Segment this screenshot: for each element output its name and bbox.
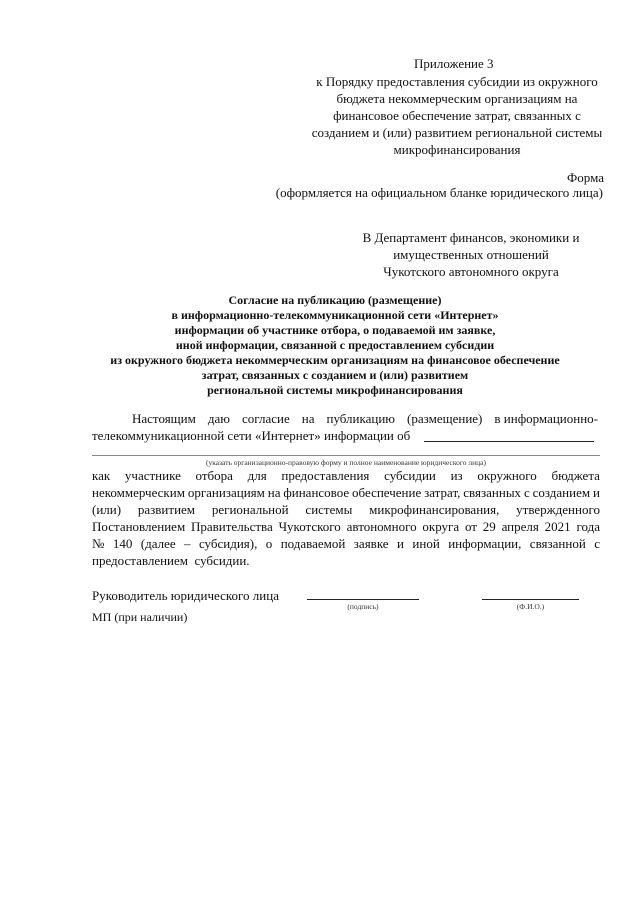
signature-blank[interactable] (307, 599, 419, 600)
org-name-blank[interactable] (424, 441, 594, 442)
body-line: предоставлением субсидии. (92, 553, 250, 568)
name-hint: (Ф.И.О.) (516, 602, 545, 611)
body-line: телекоммуникационной сети «Интернет» информации об (92, 428, 411, 443)
heading-line: иной информации, связанной с предоставлением субсидии (175, 338, 495, 352)
heading-line: затрат, связанных с созданием и (или) развитием (201, 368, 469, 382)
heading-line: региональной системы микрофинансирования (207, 383, 463, 397)
appendix-line: микрофинансирования (393, 142, 521, 157)
heading-line: из окружного бюджета некоммерческим организациям на финансовое обеспечение (110, 353, 560, 367)
head-label: Руководитель юридического лица (92, 588, 279, 603)
addressee-line: В Департамент финансов, экономики и (362, 230, 580, 245)
appendix-title: Приложение 3 (414, 56, 494, 71)
appendix-line: бюджета некоммерческим организациям на (336, 91, 578, 106)
heading-line: в информационно-телекоммуникационной сети «Интернет» (171, 308, 499, 322)
heading-line: информации об участнике отбора, о подаваемой им заявке, (174, 323, 496, 337)
form-note: (оформляется на официальном бланке юридического лица) (275, 185, 603, 200)
org-name-blank-line[interactable] (92, 455, 600, 456)
heading-line: Согласие на публикацию (размещение) (228, 293, 442, 307)
addressee-line: имущественных отношений (393, 247, 549, 262)
body-line: № 140 (далее – субсидия), о подаваемой заявке и иной информации, связанной с (92, 536, 600, 551)
body-line: Настоящим даю согласие на публикацию (размещение) в информационно- (132, 411, 598, 426)
addressee-line: Чукотского автономного округа (383, 264, 559, 279)
body-line: (или) развитием региональной системы микрофинансирования, утвержденного (92, 502, 600, 517)
name-blank[interactable] (482, 599, 579, 600)
form-label: Форма (567, 170, 604, 185)
appendix-line: созданием и (или) развитием региональной системы (311, 125, 603, 140)
appendix-line: финансовое обеспечение затрат, связанных с (333, 108, 581, 123)
stamp-label: МП (при наличии) (92, 610, 188, 624)
body-line: некоммерческим организациям на финансовое обеспечение затрат, связанных с созданием и (92, 485, 600, 500)
signature-hint: (подпись) (347, 602, 379, 611)
appendix-line: к Порядку предоставления субсидии из окружного (316, 74, 598, 89)
body-line: Постановлением Правительства Чукотского автономного округа от 29 апреля 2021 года (92, 519, 600, 534)
body-line: как участнике отбора для предоставления субсидии из окружного бюджета (92, 468, 600, 483)
org-name-hint: (указать организационно-правовую форму и полное наименование юридического лица) (205, 458, 486, 467)
